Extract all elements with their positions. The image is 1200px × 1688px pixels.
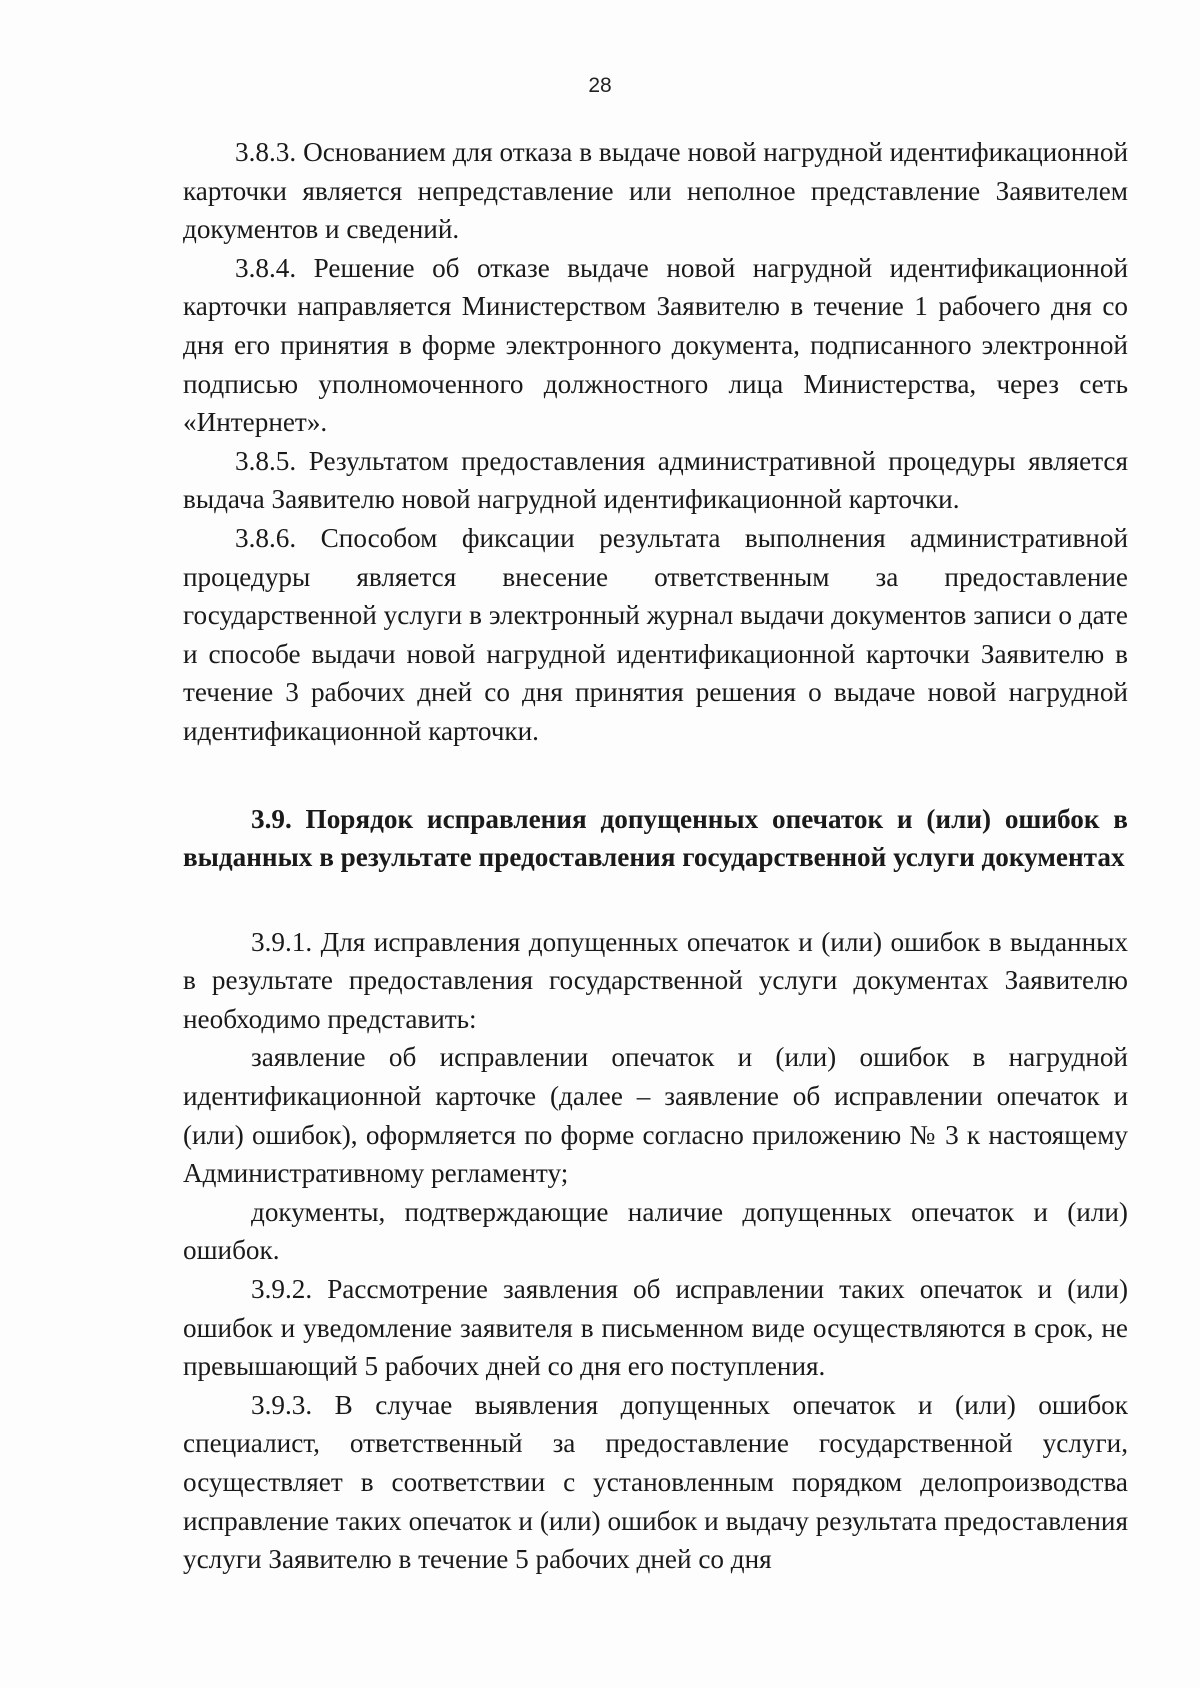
- paragraph-documents-item: документы, подтверждающие наличие допущенных опечаток и (или) ошибок.: [183, 1196, 1128, 1266]
- paragraph-3-8-5: 3.8.5. Результатом предоставления административной процедуры является выдача Заявителю новой нагрудной идентификационной карточки.: [183, 445, 1128, 515]
- page-number: 28: [588, 74, 612, 97]
- document-body: [183, 133, 1128, 1579]
- paragraph-3-8-4: 3.8.4. Решение об отказе выдаче новой нагрудной идентификационной карточки направляется Министерством Заявителю в течение 1 рабочего дня со дня его принятия в форме электронного документа, подписанного электронной подписью уполномоченного должностного лица Министерства, через сеть «Интернет».: [183, 252, 1128, 438]
- paragraph-3-9-1: 3.9.1. Для исправления допущенных опечаток и (или) ошибок в выданных в результате предоставления государственной услуги документах Заявителю необходимо представить:: [183, 926, 1128, 1034]
- paragraph-3-8-3: 3.8.3. Основанием для отказа в выдаче новой нагрудной идентификационной карточки является непредставление или неполное представление Заявителем документов и сведений.: [183, 137, 1128, 245]
- paragraph-3-9-2: 3.9.2. Рассмотрение заявления об исправлении таких опечаток и (или) ошибок и уведомление заявителя в письменном виде осуществляются в срок, не превышающий 5 рабочих дней со дня его поступления.: [183, 1274, 1128, 1382]
- paragraph-application-item: заявление об исправлении опечаток и (или) ошибок в нагрудной идентификационной карточке (далее – заявление об исправлении опечаток и (или) ошибок), оформляется по форме согласно приложению № 3 к настоящему Административному регламенту;: [183, 1042, 1128, 1189]
- paragraph-3-8-6: 3.8.6. Способом фиксации результата выполнения административной процедуры является внесение ответственным за предоставление государственной услуги в электронный журнал выдачи документов записи о дате и способе выдачи новой нагрудной идентификационной карточки Заявителю в течение 3 рабочих дней со дня принятия решения о выдаче новой нагрудной идентификационной карточки.: [183, 522, 1128, 746]
- section-heading-3-9: 3.9. Порядок исправления допущенных опечаток и (или) ошибок в выданных в результате предоставления государственной услуги документах: [183, 803, 1128, 873]
- paragraph-3-9-3: 3.9.3. В случае выявления допущенных опечаток и (или) ошибок специалист, ответственный за предоставление государственной услуги, осуществляет в соответствии с установленным порядком делопроизводства исправление таких опечаток и (или) ошибок и выдачу результата предоставления услуги Заявителю в течение 5 рабочих дней со дня: [183, 1389, 1128, 1575]
